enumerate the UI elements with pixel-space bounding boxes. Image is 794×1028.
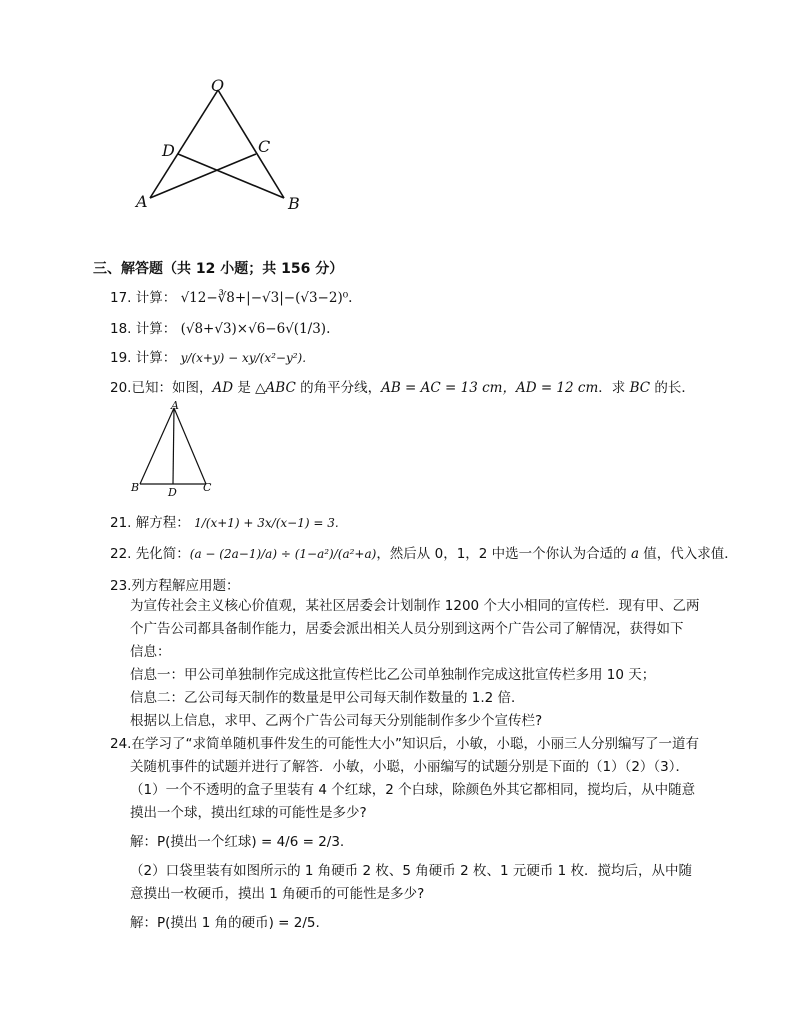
segment-ab (140, 408, 174, 484)
question-24 (110, 734, 699, 933)
question-lead: 先化简： (135, 546, 190, 562)
question-number: 23. (110, 578, 132, 594)
paragraph-line: （1）一个不透明的盒子里装有 4 个红球，2 个白球，除颜色外其它都相同，搅均后，从中随意 (130, 782, 696, 798)
question-title: 列方程解应用题： (131, 578, 240, 594)
question-22 (110, 542, 738, 562)
question-number: 18. (110, 321, 132, 337)
segment-bd (178, 154, 284, 198)
solution-2: 解：P(摸出 1 角的硬币) = 2/5. (130, 915, 320, 931)
paragraph-line (110, 734, 699, 754)
question-number: 19. (110, 350, 132, 366)
paragraph-line: 信息： (130, 644, 171, 660)
question-number: 24. (110, 736, 132, 752)
segment-ad: AD (212, 380, 234, 396)
text: 已知：如图， (131, 380, 213, 396)
paragraph-line: 意摸出一枚硬币，摸出 1 角硬币的可能性是多少? (130, 886, 425, 902)
solution-1: 解：P(摸出一个红球) = 4/6 = 2/3. (130, 834, 345, 850)
question-lead: 计算： (135, 290, 177, 306)
paragraph-line: 信息二：乙公司每天制作的数量是甲公司每天制作数量的 1.2 倍． (130, 690, 525, 706)
section-title: 三、解答题（共 12 小题；共 156 分） (93, 261, 344, 277)
label-c: C (203, 481, 212, 494)
variable-a: a (630, 546, 640, 562)
label-b: B (288, 194, 300, 213)
paragraph-line: 关随机事件的试题并进行了解答．小敏，小聪，小丽编写的试题分别是下面的（1）（2）（3）． (130, 759, 690, 775)
label-b: B (131, 481, 140, 494)
text: ．求 (598, 380, 630, 396)
paragraph-line: 根据以上信息，求甲、乙两个广告公司每天分别能制作多少个宣传栏? (130, 713, 543, 729)
triangle-abc: △ABC (255, 380, 296, 396)
label-d: D (162, 141, 175, 160)
question-23-heading (110, 574, 239, 594)
text: 是 (233, 380, 256, 396)
question-19-expr: y/(x+y) − xy/(x²−y²). (180, 351, 307, 365)
question-18-expr: (√8+√3)×√6−6√(1/3). (180, 321, 331, 337)
question-20 (110, 376, 695, 396)
paragraph-line: 信息一：甲公司单独制作完成这批宣传栏比乙公司单独制作完成这批宣传栏多用 10 天； (130, 667, 656, 683)
label-d: D (168, 486, 177, 499)
question-22-expr: (a − (2a−1)/a) ÷ (1−a²)/(a²+a) (189, 547, 377, 561)
segment-ob (218, 90, 284, 198)
segment-ad (173, 408, 174, 484)
text: 的长． (650, 380, 695, 396)
text: 的角平分线， (295, 380, 382, 396)
text: 值，代入求值． (639, 546, 738, 562)
question-lead: 解方程： (135, 515, 190, 531)
question-lead: 计算： (135, 350, 177, 366)
label-a: A (171, 399, 179, 412)
label-a: A (136, 192, 148, 211)
segment-ac (150, 154, 256, 198)
text: ，然后从 0，1，2 中选一个你认为合适的 (376, 546, 631, 562)
question-number: 21. (110, 515, 132, 531)
figure-triangle-odcab (130, 74, 310, 214)
question-number: 17. (110, 290, 132, 306)
segment-oa (150, 90, 218, 198)
question-23-body (130, 596, 699, 731)
question-number: 20. (110, 380, 132, 396)
question-17-expr: √12−∛8+|−√3|−(√3−2)⁰. (180, 290, 353, 306)
paragraph-line: 为宣传社会主义核心价值观，某社区居委会计划制作 1200 个大小相同的宣传栏．现有甲、乙两 (130, 598, 700, 614)
question-number: 22. (110, 546, 132, 562)
text: 在学习了“求简单随机事件发生的可能性大小”知识后，小敏，小聪，小丽三人分别编写了一道有 (131, 736, 699, 752)
label-c: C (258, 137, 271, 156)
question-17 (110, 286, 352, 306)
paragraph-line: （2）口袋里装有如图所示的 1 角硬币 2 枚、5 角硬币 2 枚、1 元硬币 1 枚．搅均后，从中随 (130, 863, 693, 879)
question-21 (110, 511, 339, 531)
segment-bc: BC (629, 380, 651, 396)
question-lead: 计算： (135, 321, 177, 337)
question-21-expr: 1/(x+1) + 3x/(x−1) = 3. (194, 516, 339, 530)
label-o: O (211, 76, 225, 95)
paragraph-line: 摸出一个球，摸出红球的可能性是多少? (130, 805, 367, 821)
question-19 (110, 346, 306, 366)
given-lengths: AB = AC = 13 cm，AD = 12 cm (381, 380, 599, 396)
question-18 (110, 317, 330, 337)
paragraph-line: 个广告公司都具备制作能力，居委会派出相关人员分别到这两个广告公司了解情况，获得如下 (130, 621, 684, 637)
segment-ac (174, 408, 206, 484)
